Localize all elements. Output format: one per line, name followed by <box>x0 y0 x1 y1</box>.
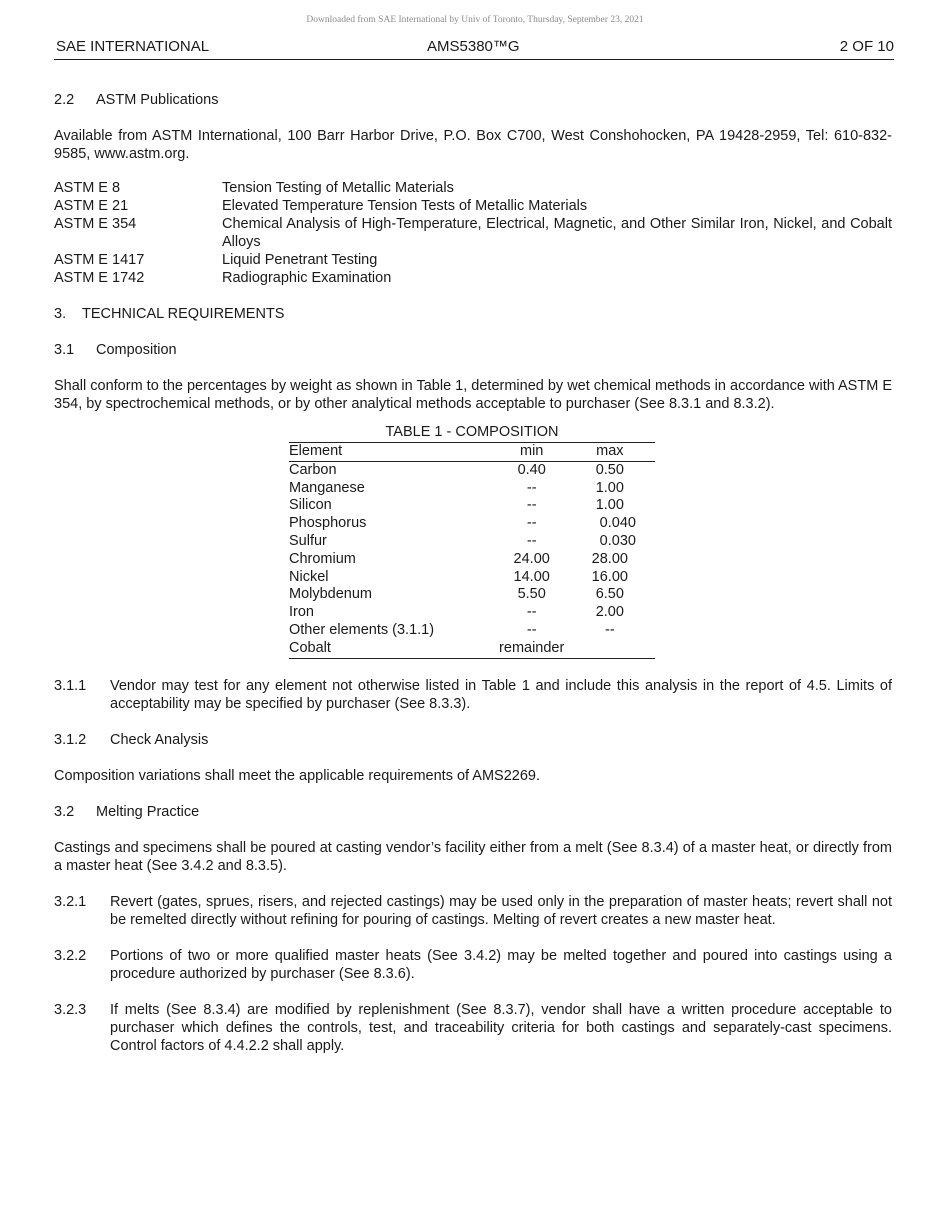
section-number: 3.1 <box>54 342 75 358</box>
section-number: 3. <box>54 306 67 322</box>
subsection-text: If melts (See 8.3.4) are modified by replenishment (See 8.3.7), vendor shall have a written procedure acceptable to purchaser which defines the controls, test, and traceability criteria for both castings and separately-cast specimens. Control factors of 4.4.2.2 shall apply. <box>110 1001 892 1054</box>
min-cell: 5.50 <box>517 586 546 603</box>
table-row <box>289 480 655 498</box>
publication-title: Radiographic Examination <box>222 270 392 286</box>
min-cell: 14.00 <box>513 568 550 585</box>
element-cell: Iron <box>289 604 314 621</box>
subsection-3-2-1 <box>54 893 892 929</box>
min-cell: -- <box>526 532 537 549</box>
composition-paragraph: Shall conform to the percentages by weight as shown in Table 1, determined by wet chemical methods in accordance with ASTM E 354, by spectrochemical methods, or by other analytical methods acceptable to purchaser (See 8.3.1 and 8.3.2). <box>54 378 892 412</box>
composition-table <box>289 442 655 659</box>
table-row <box>289 622 655 640</box>
publication-title: Liquid Penetrant Testing <box>222 252 378 268</box>
subsection-title: Check Analysis <box>110 731 209 748</box>
min-cell: -- <box>526 497 537 514</box>
max-cell: 1.00 <box>595 497 624 514</box>
element-cell: Cobalt <box>289 639 331 656</box>
subsection-text: Portions of two or more qualified master heats (See 3.4.2) may be melted together and poured into castings using a procedure authorized by purchaser (See 8.3.6). <box>110 947 892 982</box>
subsection-3-1-2-heading <box>54 731 892 749</box>
element-cell: Other elements (3.1.1) <box>289 621 435 638</box>
element-cell: Molybdenum <box>289 586 373 603</box>
table-row <box>289 640 655 658</box>
subsection-number: 3.2.1 <box>54 893 87 910</box>
element-cell: Manganese <box>289 479 365 496</box>
subsection-3-2-3 <box>54 1001 892 1055</box>
min-cell: -- <box>526 479 537 496</box>
subsection-text: Revert (gates, sprues, risers, and rejected castings) may be used only in the preparation of master heats; revert shall not be remelted directly without refining for pouring of castings. Melting of revert creates a new master heat. <box>110 893 892 928</box>
melting-practice-paragraph: Castings and specimens shall be poured at casting vendor’s facility either from a melt (See 8.3.4) of a master heat, or directly from a master heat (See 3.4.2 and 8.3.5). <box>54 839 892 874</box>
table-row <box>289 533 655 551</box>
section-number: 2.2 <box>54 92 75 108</box>
min-cell: -- <box>526 604 537 621</box>
min-cell: remainder <box>499 639 565 656</box>
element-cell: Sulfur <box>289 532 327 549</box>
min-cell: 0.40 <box>517 461 546 478</box>
section-title: Composition <box>96 342 177 358</box>
max-cell: -- <box>604 621 615 638</box>
min-cell: -- <box>526 621 537 638</box>
section-3-2-heading <box>54 803 892 821</box>
composition-table-block <box>289 423 655 659</box>
publication-title: Elevated Temperature Tension Tests of Metallic Materials <box>222 198 588 214</box>
table-header-row <box>289 443 655 462</box>
section-title: TECHNICAL REQUIREMENTS <box>82 306 285 322</box>
table-title: TABLE 1 - COMPOSITION <box>385 424 559 440</box>
max-cell: 2.00 <box>595 604 624 621</box>
publication-item <box>54 197 892 215</box>
publication-item <box>54 269 892 287</box>
section-2-2-heading <box>54 91 892 109</box>
element-cell: Chromium <box>289 550 356 567</box>
publication-code: ASTM E 1742 <box>54 270 145 286</box>
max-cell: 28.00 <box>591 550 628 567</box>
subsection-number: 3.2.3 <box>54 1001 87 1018</box>
table-row <box>289 551 655 569</box>
table-row <box>289 569 655 587</box>
element-cell: Carbon <box>289 461 337 478</box>
publication-code: ASTM E 8 <box>54 180 121 196</box>
document-body <box>54 91 892 1055</box>
astm-publication-list <box>54 179 892 287</box>
min-cell: -- <box>526 515 537 532</box>
column-header-max: max <box>596 443 624 459</box>
element-cell: Nickel <box>289 568 329 585</box>
astm-availability-paragraph: Available from ASTM International, 100 Barr Harbor Drive, P.O. Box C700, West Conshohocken, PA 19428-2959, Tel: 610-832-9585, www.astm.org. <box>54 128 892 162</box>
section-title: ASTM Publications <box>96 92 219 108</box>
element-cell: Silicon <box>289 497 332 514</box>
table-row <box>289 497 655 515</box>
subsection-3-2-2 <box>54 947 892 983</box>
header-page-number: 2 OF 10 <box>839 38 894 55</box>
header-organization: SAE INTERNATIONAL <box>56 38 210 55</box>
max-cell: 0.50 <box>595 461 624 478</box>
page-header <box>54 38 894 60</box>
max-cell: 0.030 <box>599 532 636 549</box>
max-cell: 16.00 <box>591 568 628 585</box>
check-analysis-paragraph: Composition variations shall meet the applicable requirements of AMS2269. <box>54 767 541 784</box>
subsection-3-1-1 <box>54 677 892 713</box>
publication-item <box>54 215 892 251</box>
table-row <box>289 604 655 622</box>
max-cell: 1.00 <box>595 479 624 496</box>
section-3-1-heading <box>54 341 892 359</box>
max-cell: 6.50 <box>595 586 624 603</box>
publication-code: ASTM E 21 <box>54 198 129 214</box>
table-row <box>289 461 655 479</box>
section-number: 3.2 <box>54 803 75 820</box>
element-cell: Phosphorus <box>289 515 367 532</box>
subsection-number: 3.2.2 <box>54 947 87 964</box>
publication-title: Chemical Analysis of High-Temperature, Electrical, Magnetic, and Other Similar Iron, Nickel, and Cobalt Alloys <box>222 216 892 250</box>
min-cell: 24.00 <box>513 550 550 567</box>
subsection-number: 3.1.1 <box>54 677 87 694</box>
header-document-number: AMS5380™G <box>427 38 520 55</box>
section-3-heading <box>54 305 892 323</box>
column-header-element: Element <box>289 443 343 459</box>
publication-code: ASTM E 1417 <box>54 252 145 268</box>
publication-item <box>54 179 892 197</box>
max-cell <box>565 640 655 658</box>
table-row <box>289 515 655 533</box>
max-cell: 0.040 <box>599 515 636 532</box>
publication-title: Tension Testing of Metallic Materials <box>222 180 454 196</box>
download-watermark: Downloaded from SAE International by Univ of Toronto, Thursday, September 23, 2021 <box>306 15 644 25</box>
publication-code: ASTM E 354 <box>54 216 137 232</box>
subsection-number: 3.1.2 <box>54 731 87 748</box>
table-row <box>289 586 655 604</box>
column-header-min: min <box>520 443 544 459</box>
section-title: Melting Practice <box>96 803 200 820</box>
publication-item <box>54 251 892 269</box>
subsection-text: Vendor may test for any element not otherwise listed in Table 1 and include this analysis in the report of 4.5. Limits of acceptability may be specified by purchaser (See 8.3.3). <box>110 677 892 712</box>
